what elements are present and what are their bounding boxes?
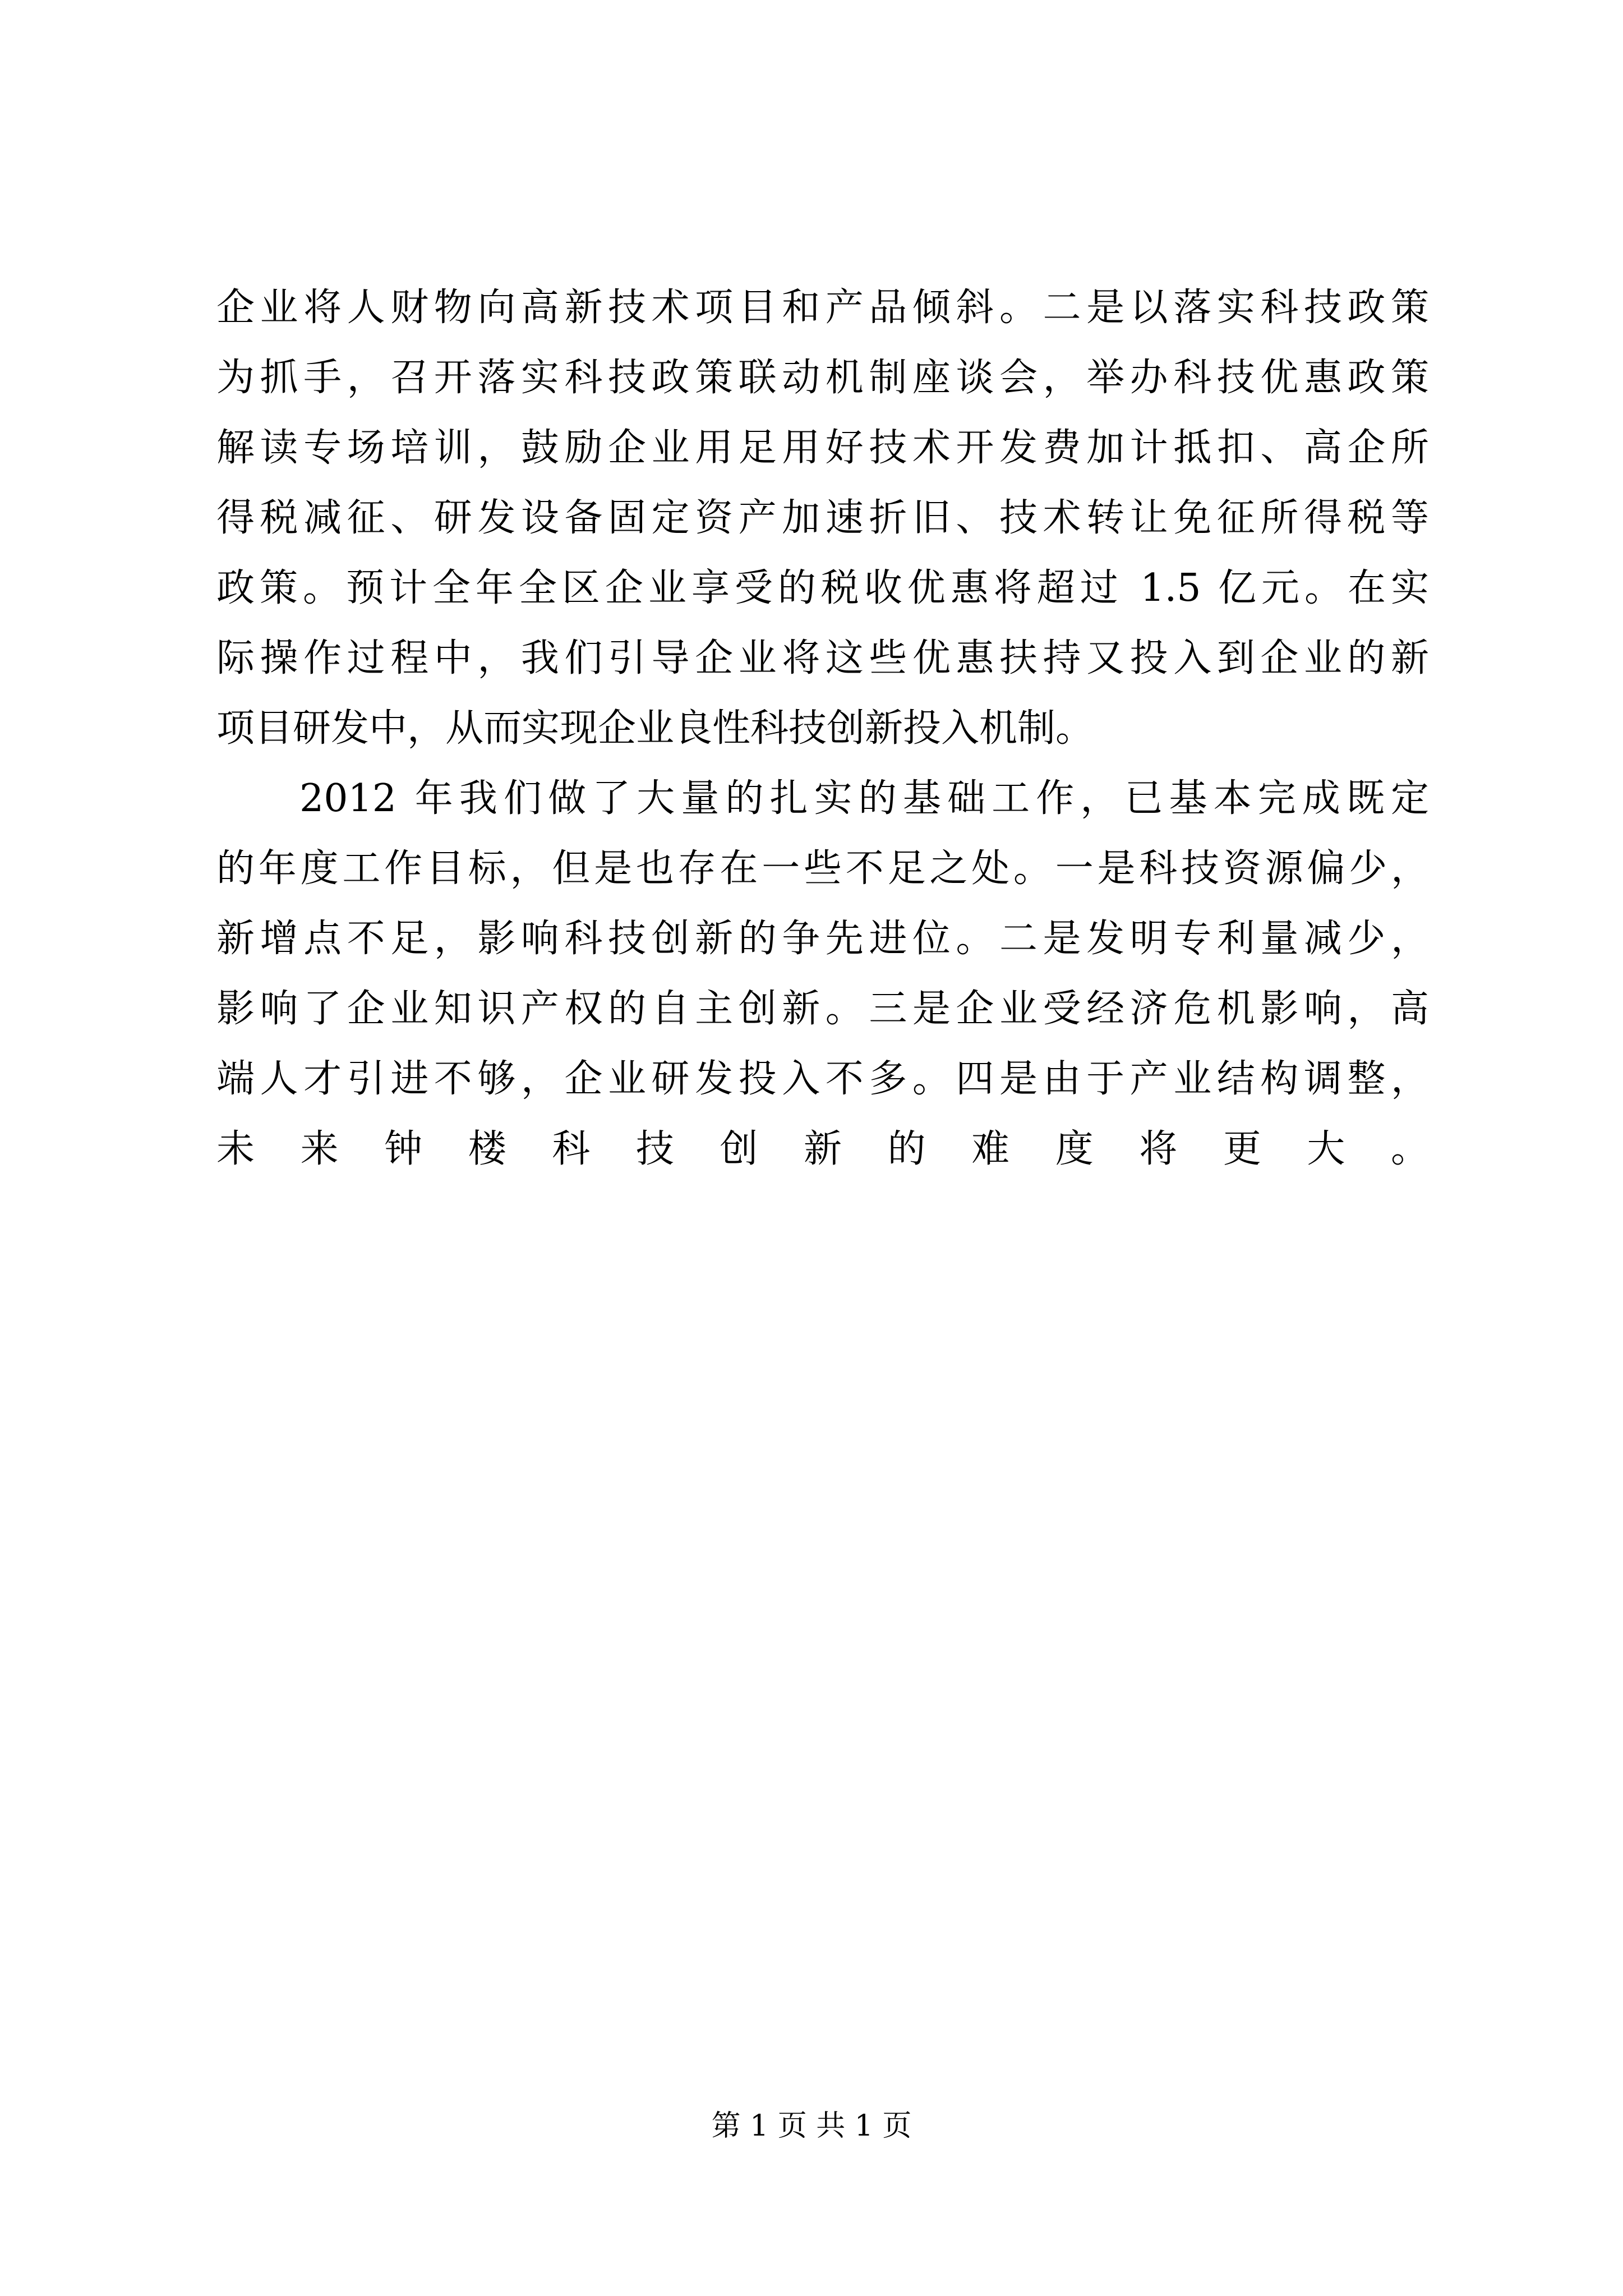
paragraph-2 <box>216 763 1429 1254</box>
text-line: 项目研发中，从而实现企业良性科技创新投入机制。 <box>216 706 1094 751</box>
text-line: 影响了企业知识产权的自主创新。三是企业受经济危机影响，高 <box>216 987 1429 1031</box>
text-line: 为抓手，召开落实科技政策联动机制座谈会，举办科技优惠政策 <box>216 356 1429 400</box>
paragraph-1 <box>216 273 1429 763</box>
text-line: 解读专场培训，鼓励企业用足用好技术开发费加计抵扣、高企所 <box>216 426 1429 470</box>
text-line: 2012 年我们做了大量的扎实的基础工作，已基本完成既定 <box>299 776 1429 821</box>
text-line: 政策。预计全年全区企业享受的税收优惠将超过 1.5 亿元。在实 <box>216 566 1429 610</box>
text-line: 端人才引进不够，企业研发投入不多。四是由于产业结构调整， <box>216 1057 1429 1101</box>
text-line: 的年度工作目标，但是也存在一些不足之处。一是科技资源偏少， <box>216 846 1429 891</box>
text-line: 企业将人财物向高新技术项目和产品倾斜。二是以落实科技政策 <box>216 286 1429 330</box>
text-line: 得税减征、研发设备固定资产加速折旧、技术转让免征所得税等 <box>216 496 1429 540</box>
text-line: 未来钟楼科技创新的难度将更大。 <box>216 1127 1429 1171</box>
text-line: 际操作过程中，我们引导企业将这些优惠扶持又投入到企业的新 <box>216 636 1429 680</box>
document-body <box>216 273 1429 1254</box>
text-line <box>216 1184 1429 1254</box>
text-line: 新增点不足，影响科技创新的争先进位。二是发明专利量减少， <box>216 917 1429 961</box>
page-number-footer: 第 1 页 共 1 页 <box>711 2109 912 2143</box>
